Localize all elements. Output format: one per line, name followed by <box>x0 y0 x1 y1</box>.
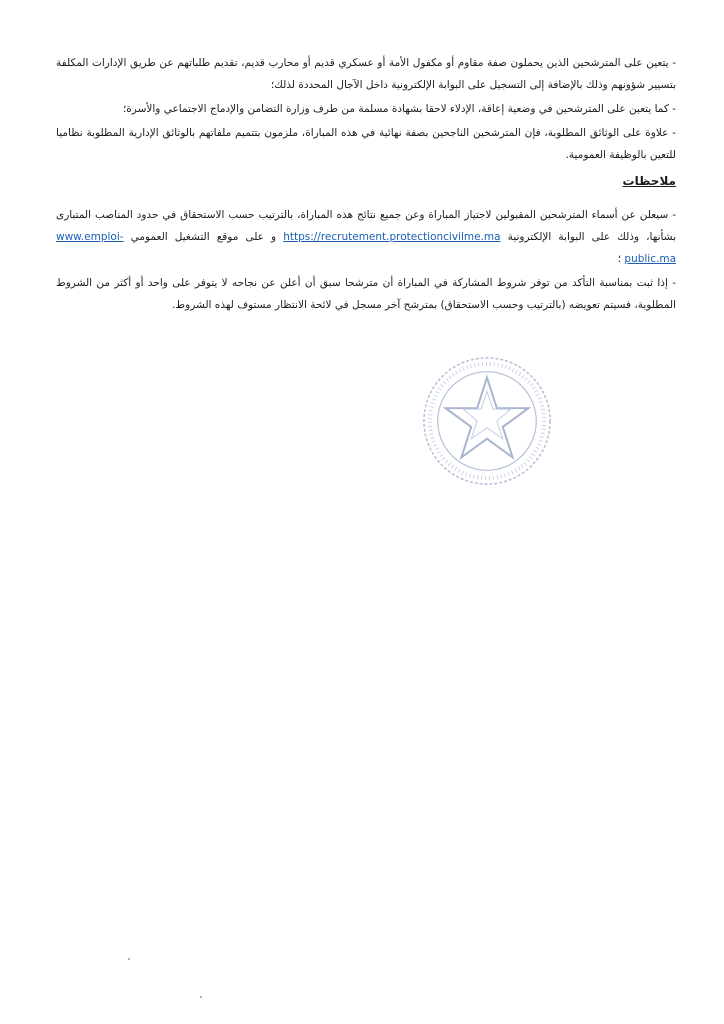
note-replacement: - إذا ثبت بمناسبة التأكد من توفر شروط المشاركة في المباراة أن مترشحا سبق أن أعلن عن نجاحه لا يتوفر على واحد أو أكثر من الشروط المطلوبة، فسيتم تعويضه (بالترتيب وحسب الاستحقاق) بمترشح آخر مسجل في لائحة الانتظار مستوف لهذه الشروط. <box>56 277 676 311</box>
document-body <box>56 52 676 318</box>
note-results-announcement <box>56 204 676 270</box>
note-results-middle: و على موقع التشغيل العمومي <box>123 231 277 243</box>
scan-speck <box>200 996 202 998</box>
note-results-end: ؛ <box>617 253 622 265</box>
paragraph-veterans: - يتعين على المترشحين الذين يحملون صفة مقاوم أو مكفول الأمة أو عسكري قديم أو محارب قديم، تقديم طلباتهم عن طريق الإدارات المكلفة بتسيير شؤونهم وذلك بالإضافة إلى التسجيل على البوابة الإلكترونية داخل الآجال المحددة لذلك؛ <box>56 57 676 91</box>
paragraph-disability: - كما يتعين على المترشحين في وضعية إعاقة، الإدلاء لاحقا بشهادة مسلمة من طرف وزارة التضامن والإدماج الاجتماعي والأسرة؛ <box>122 103 676 115</box>
note-results-text: - سيعلن عن أسماء المترشحين المقبولين لاجتياز المباراة وعن جميع نتائج هذه المباراة، بالترتيب حسب الاستحقاق في حدود المناصب المتبارى بشأنها، وذلك على البوابة الإلكترونية <box>56 209 676 243</box>
emploi-public-link[interactable]: www.emploi-public.ma <box>56 231 676 265</box>
scan-speck <box>128 958 130 960</box>
paragraph-documents: - علاوة على الوثائق المطلوبة، فإن المترشحين الناجحين بصفة نهائية في هذه المباراة، ملزمون بتتميم ملفاتهم بالوثائق الإدارية المطلوبة نظاميا للتعين بالوظيفة العمومية. <box>56 127 676 161</box>
star-seal-icon <box>418 352 556 490</box>
recruitment-portal-link[interactable]: https://recrutement.protectioncivilme.ma <box>283 231 501 243</box>
notes-heading: ملاحظات <box>622 174 676 188</box>
